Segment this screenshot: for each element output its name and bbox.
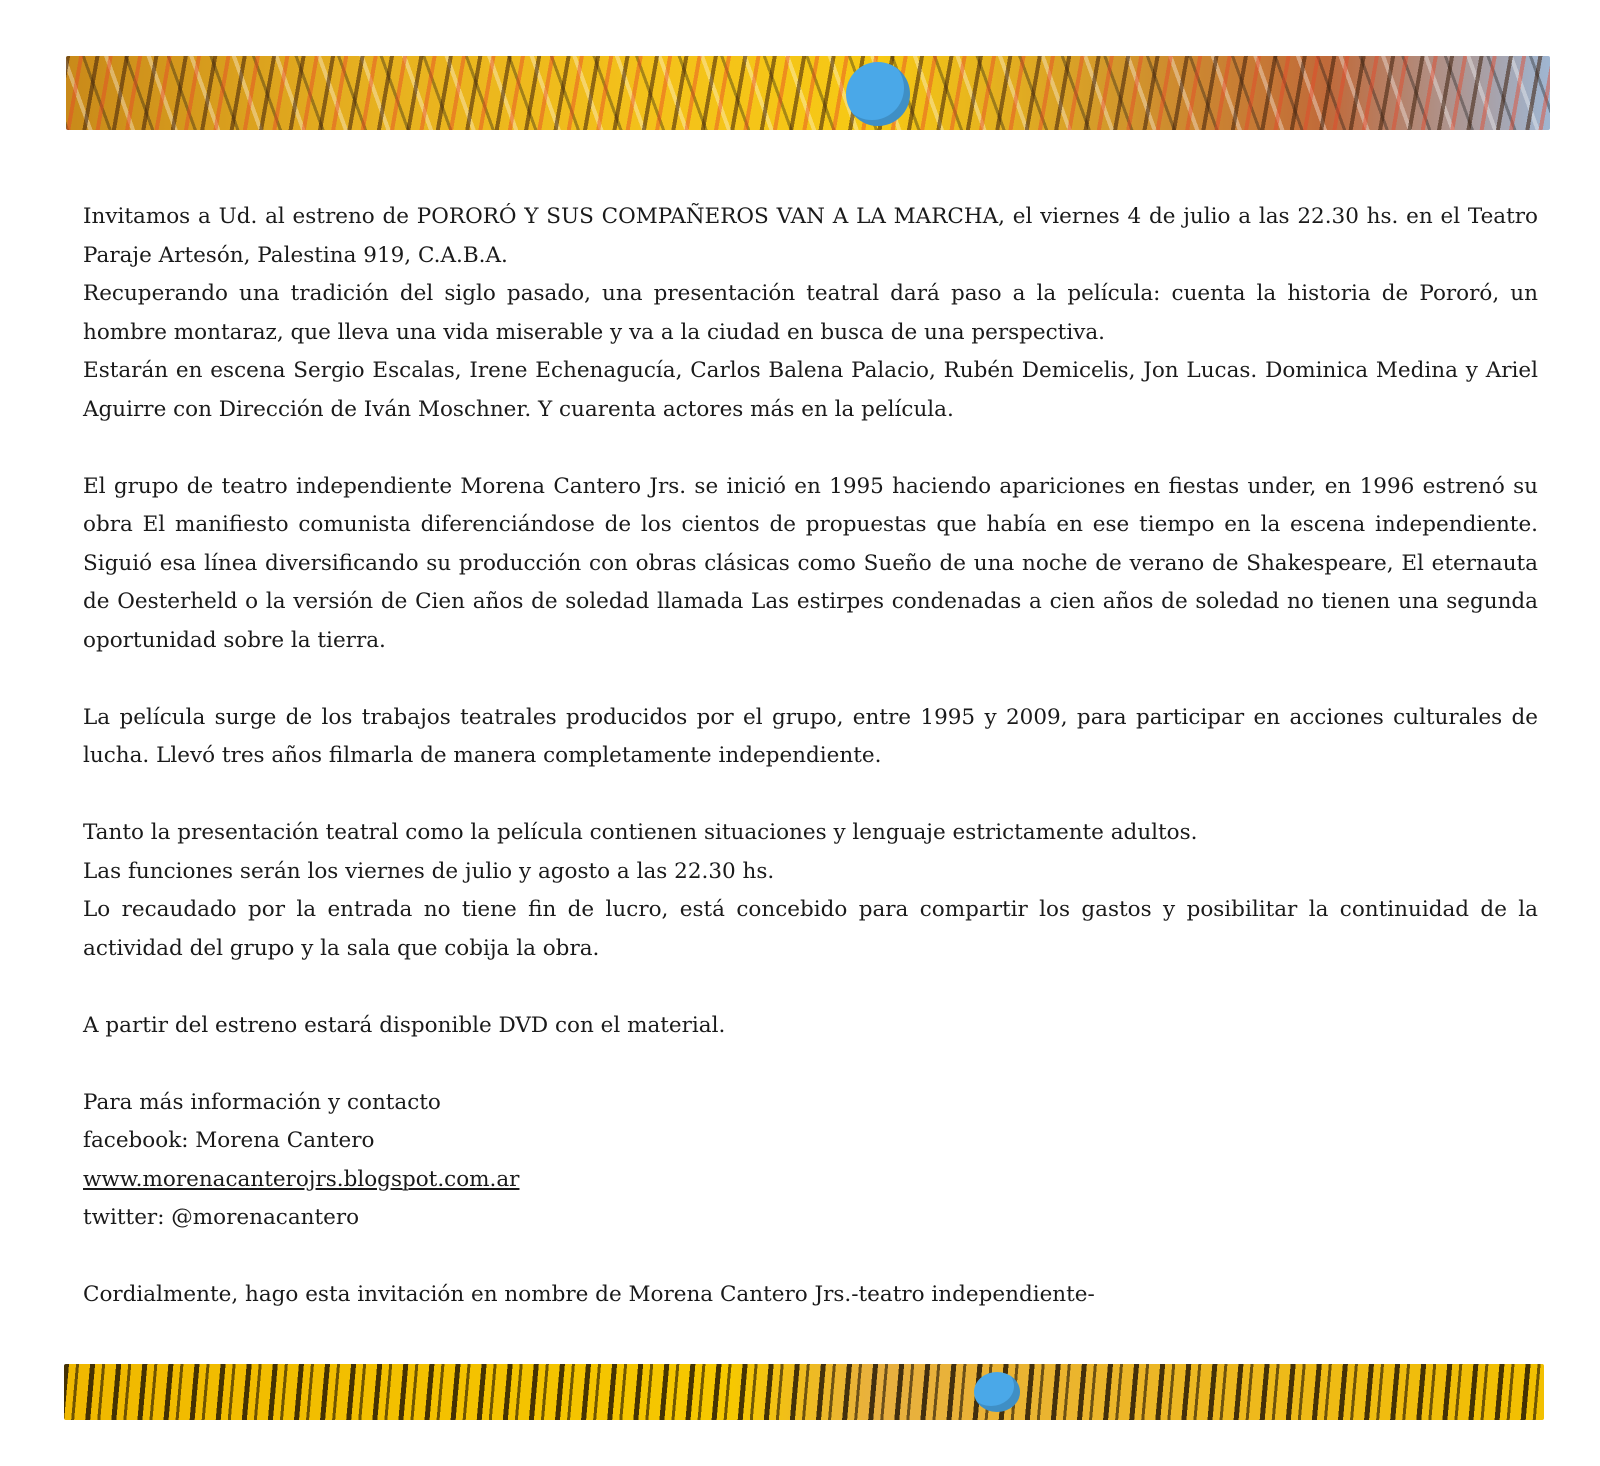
paragraph-group-history: El grupo de teatro independiente Morena Cantero Jrs. se inició en 1995 haciendo apariciones en fiestas under, en 1996 estrenó su obra El manifiesto comunista diferenciándose de los cientos de propuestas que había en ese tiempo en la escena independiente. Siguió esa línea diversificando su producción con obras clásicas como Sueño de una noche de verano de Shakespeare, El eternauta de Oesterheld o la versión de Cien años de soledad llamada Las estirpes condenadas a cien años de soledad no tienen una segunda oportunidad sobre la tierra. <box>83 473 1538 653</box>
contact-heading: Para más información y contacto <box>83 1089 441 1115</box>
paragraph-proceeds: Lo recaudado por la entrada no tiene fin de lucro, está concebido para compartir los gastos y posibilitar la continuidad de la actividad del grupo y la sala que cobija la obra. <box>83 897 1538 961</box>
blue-character-figure <box>846 62 910 126</box>
paragraph-film-origin: La película surge de los trabajos teatrales producidos por el grupo, entre 1995 y 2009, para participar en acciones culturales de lucha. Llevó tres años filmarla de manera completamente independiente. <box>83 704 1538 768</box>
contact-twitter: twitter: @morenacantero <box>83 1205 360 1230</box>
paragraph-dvd: A partir del estreno estará disponible DVD con el material. <box>83 1012 726 1038</box>
contact-block <box>83 1084 1538 1238</box>
paragraph-cast: Estarán en escena Sergio Escalas, Irene Echenagucía, Carlos Balena Palacio, Rubén Demicelis, Jon Lucas. Dominica Medina y Ariel Aguirre con Dirección de Iván Moschner. Y cuarenta actores más en la película. <box>83 358 1538 422</box>
top-artwork-banner <box>66 56 1550 130</box>
invitation-body <box>83 198 1538 1315</box>
blue-character-figure <box>974 1372 1020 1412</box>
bottom-artwork-banner <box>64 1364 1544 1420</box>
website-link[interactable]: www.morenacanterojrs.blogspot.com.ar <box>83 1166 520 1192</box>
paragraph-tradition: Recuperando una tradición del siglo pasado, una presentación teatral dará paso a la película: cuenta la historia de Pororó, un hombre montaraz, que lleva una vida miserable y va a la ciudad en busca de una perspectiva. <box>83 281 1538 345</box>
contact-facebook: facebook: Morena Cantero <box>83 1128 375 1153</box>
closing-line: Cordialmente, hago esta invitación en nombre de Morena Cantero Jrs.-teatro independiente- <box>83 1282 1095 1307</box>
paragraph-adult-content: Tanto la presentación teatral como la película contienen situaciones y lenguaje estrictamente adultos. <box>83 820 1198 845</box>
paragraph-premiere: Invitamos a Ud. al estreno de PORORÓ Y SUS COMPAÑEROS VAN A LA MARCHA, el viernes 4 de julio a las 22.30 hs. en el Teatro Paraje Artesón, Palestina 919, C.A.B.A. <box>83 204 1538 268</box>
paragraph-schedule: Las funciones serán los viernes de julio y agosto a las 22.30 hs. <box>83 858 775 884</box>
